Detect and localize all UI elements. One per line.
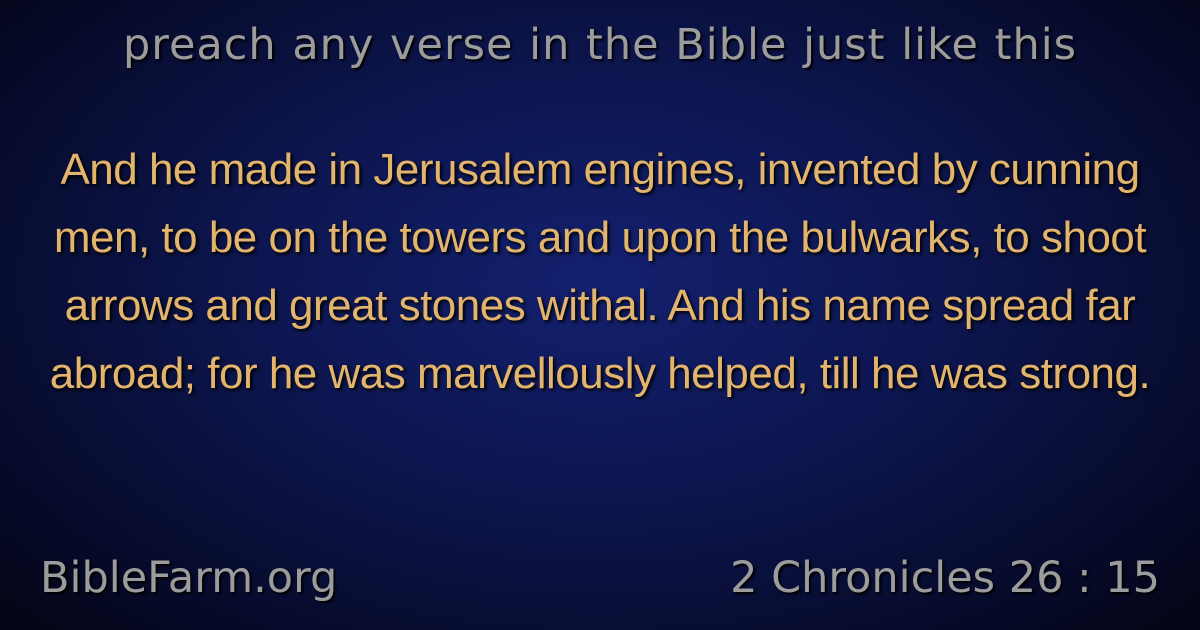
- tagline-heading: preach any verse in the Bible just like this: [122, 20, 1078, 70]
- verse-text: And he made in Jerusalem engines, invented by cunning men, to be on the towers and upon the bulwarks, to shoot arrows and great stones withal. And his name spread far abroad; for he was marvellously helped, till he was strong.: [49, 145, 1151, 398]
- site-name: BibleFarm.org: [40, 553, 338, 603]
- verse-reference: 2 Chronicles 26 : 15: [730, 553, 1160, 603]
